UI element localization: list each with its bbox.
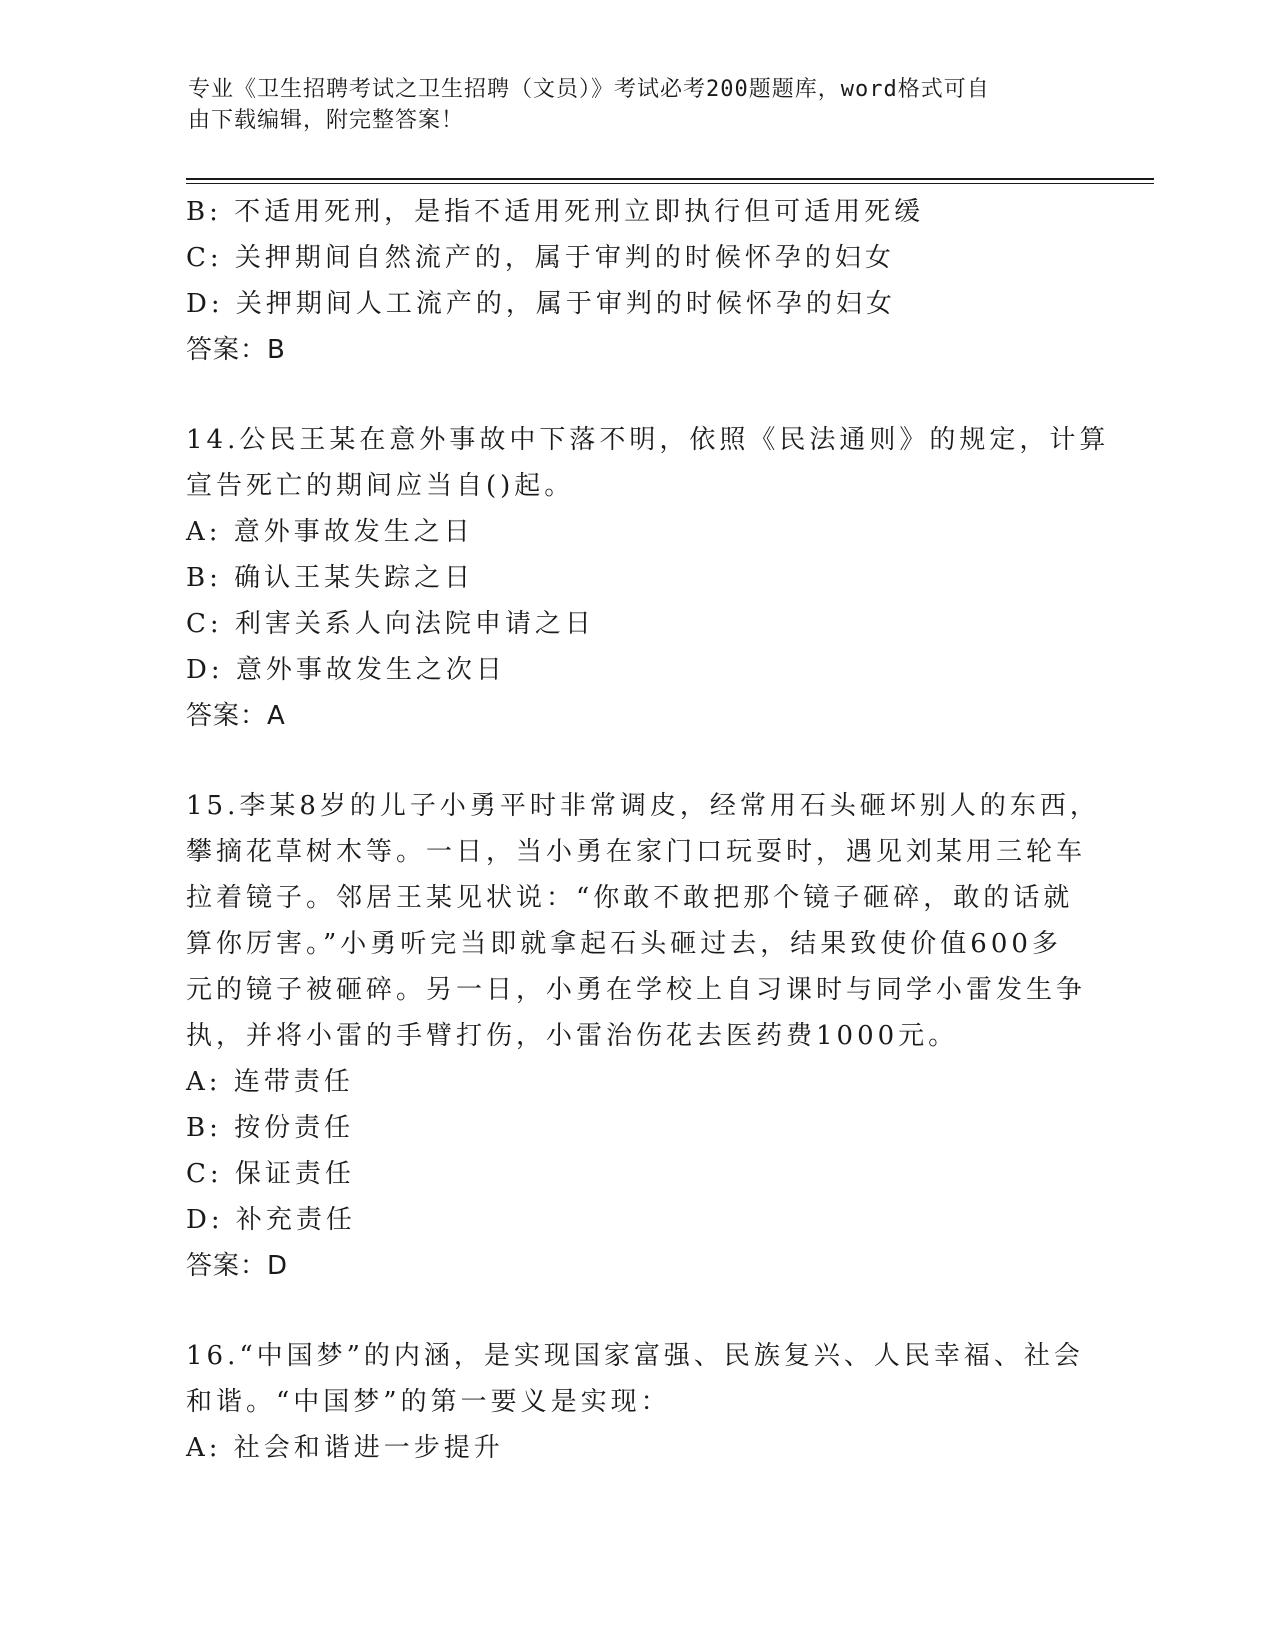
q14-option-c: C: 利害关系人向法院申请之日 xyxy=(186,609,595,639)
q16-option-a: A: 社会和谐进一步提升 xyxy=(186,1433,504,1463)
q15-stem-line-4: 算你厉害。”小勇听完当即就拿起石头砸过去，结果致使价值600多 xyxy=(186,929,1062,959)
q13-option-b: B: 不适用死刑，是指不适用死刑立即执行但可适用死缓 xyxy=(186,197,925,227)
q13-option-c: C: 关押期间自然流产的，属于审判的时候怀孕的妇女 xyxy=(186,243,895,273)
question-13 xyxy=(186,189,1086,373)
question-15 xyxy=(186,783,1100,1289)
q14-answer: 答案：A xyxy=(186,701,286,731)
q14-stem-line-2: 宣告死亡的期间应当自()起。 xyxy=(186,471,575,501)
document-body xyxy=(186,189,1110,1471)
document-header xyxy=(188,74,1068,136)
spacer xyxy=(186,739,1086,783)
q15-stem-line-6: 执，并将小雷的手臂打伤，小雷治伤花去医药费1000元。 xyxy=(186,1021,959,1051)
q16-stem-line-1: 16.“中国梦”的内涵，是实现国家富强、民族复兴、人民幸福、社会 xyxy=(186,1341,1084,1371)
q15-stem-line-1: 15.李某8岁的儿子小勇平时非常调皮，经常用石头砸坏别人的东西， xyxy=(186,791,1100,821)
header-line-1: 专业《卫生招聘考试之卫生招聘（文员）》考试必考200题题库，word格式可自 xyxy=(188,77,990,102)
header-line-2: 由下载编辑，附完整答案！ xyxy=(188,108,465,133)
q15-stem-line-5: 元的镜子被砸碎。另一日，小勇在学校上自习课时与同学小雷发生争 xyxy=(186,975,1087,1005)
q15-option-d: D: 补充责任 xyxy=(186,1205,356,1235)
q13-option-d: D: 关押期间人工流产的，属于审判的时候怀孕的妇女 xyxy=(186,289,896,319)
q14-stem-line-1: 14.公民王某在意外事故中下落不明，依照《民法通则》的规定，计算 xyxy=(186,425,1110,455)
header-divider-thin xyxy=(186,183,1154,184)
q15-option-b: B: 按份责任 xyxy=(186,1113,355,1143)
q15-stem-line-3: 拉着镜子。邻居王某见状说：“你敢不敢把那个镜子砸碎，敢的话就 xyxy=(186,883,1074,913)
q15-stem-line-2: 攀摘花草树木等。一日，当小勇在家门口玩耍时，遇见刘某用三轮车 xyxy=(186,837,1087,867)
q14-option-a: A: 意外事故发生之日 xyxy=(186,517,474,547)
q13-answer: 答案：B xyxy=(186,335,286,365)
q14-option-d: D: 意外事故发生之次日 xyxy=(186,655,506,685)
q15-answer: 答案：D xyxy=(186,1251,289,1281)
question-16 xyxy=(186,1333,1086,1471)
q16-stem-line-2: 和谐。“中国梦”的第一要义是实现： xyxy=(186,1387,671,1417)
spacer xyxy=(186,373,1086,417)
q15-option-a: A: 连带责任 xyxy=(186,1067,354,1097)
q15-option-c: C: 保证责任 xyxy=(186,1159,355,1189)
q14-option-b: B: 确认王某失踪之日 xyxy=(186,563,475,593)
question-14 xyxy=(186,417,1110,739)
spacer xyxy=(186,1289,1086,1333)
header-divider-thick xyxy=(186,178,1154,180)
